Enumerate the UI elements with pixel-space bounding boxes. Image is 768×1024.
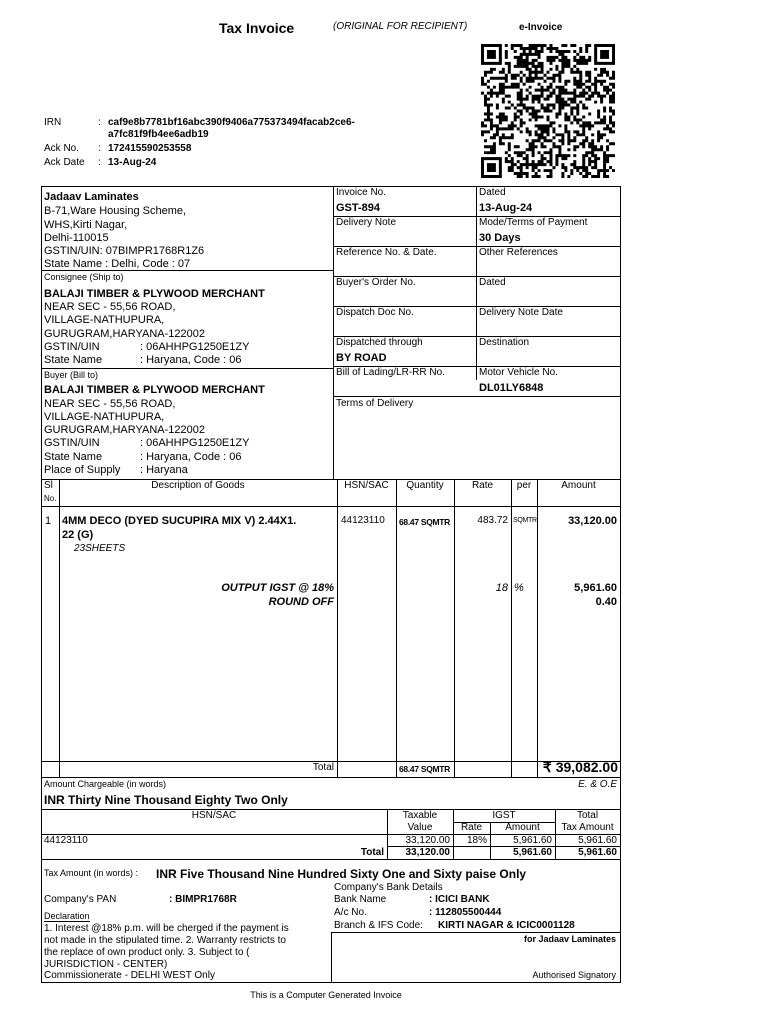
tax-words-label: Tax Amount (in words) : [44, 868, 139, 878]
item-rate: 483.72 [477, 515, 508, 526]
declaration-line5: Commissionerate - DELHI WEST Only [44, 970, 215, 981]
total-tax-header-line1: Total [576, 810, 599, 821]
eoe-label: E. & O.E [578, 779, 617, 790]
buyer-gstin: : 06AHHPG1250E1ZY [140, 437, 250, 449]
col-no-header: No. [44, 494, 57, 503]
authorised-signatory: Authorised Signatory [532, 970, 616, 980]
col-description-header: Description of Goods [151, 480, 245, 491]
invoice-subtitle: (ORIGINAL FOR RECIPIENT) [333, 21, 468, 32]
igst-amount: 5,961.60 [574, 582, 617, 594]
invoice-date: 13-Aug-24 [479, 202, 533, 214]
ack-no-value: 172415590253558 [108, 143, 192, 154]
seller-address-line3: Delhi-110015 [44, 232, 109, 244]
delivery-note-date-label: Delivery Note Date [479, 307, 563, 318]
items-total-amount: ₹ 39,082.00 [542, 759, 618, 775]
item-sub-description: 23SHEETS [74, 543, 126, 554]
items-total-quantity: 68.47 SQMTR [399, 764, 451, 774]
ack-no-colon: : [98, 143, 101, 154]
igst-header: IGST [492, 810, 516, 821]
dated-label: Dated [479, 187, 506, 198]
tax-hsn-header: HSN/SAC [191, 810, 237, 821]
tax-total-amount: 5,961.60 [513, 847, 552, 858]
terms-of-delivery-label: Terms of Delivery [336, 398, 414, 409]
tax-row-hsn: 44123110 [44, 835, 88, 846]
pan-value: : BIMPR1768R [169, 894, 237, 905]
place-of-supply: : Haryana [140, 464, 188, 476]
declaration-line3: the replace of own product only. 3. Subject to ( [44, 947, 250, 958]
declaration-label: Declaration [44, 911, 90, 921]
consignee-state-label: State Name [44, 354, 103, 366]
for-company: for Jadaav Laminates [523, 934, 616, 944]
ifs-value: KIRTI NAGAR & ICIC0001128 [438, 920, 575, 931]
item-sl: 1 [45, 515, 52, 527]
dispatch-doc-label: Dispatch Doc No. [336, 307, 414, 318]
seller-state: State Name : Delhi, Code : 07 [44, 258, 191, 270]
reference-label: Reference No. & Date. [336, 247, 437, 258]
buyer-label: Buyer (Bill to) [44, 370, 99, 380]
consignee-gstin: : 06AHHPG1250E1ZY [140, 341, 250, 353]
buyer-address-line1: NEAR SEC - 55,56 ROAD, [44, 398, 176, 410]
declaration-line1: 1. Interest @18% p.m. will be cherged if the payment is [44, 923, 289, 934]
item-description-line1: 4MM DECO (DYED SUCUPIRA MIX V) 2.44X1. [62, 515, 297, 527]
bill-of-lading-label: Bill of Lading/LR-RR No. [336, 367, 445, 378]
tax-row-amount: 5,961.60 [513, 835, 552, 846]
round-off-label: ROUND OFF [268, 596, 334, 608]
dispatched-through-label: Dispatched through [336, 337, 423, 348]
item-description-line2: 22 (G) [62, 529, 94, 541]
ack-no-label: Ack No. [44, 143, 80, 154]
invoice-no: GST-894 [336, 202, 381, 214]
buyer-address-line2: VILLAGE-NATHUPURA, [44, 411, 165, 423]
seller-gstin: GSTIN/UIN: 07BIMPR1768R1Z6 [44, 245, 205, 257]
tax-row-rate: 18% [466, 835, 487, 846]
round-off-amount: 0.40 [595, 596, 617, 608]
taxable-value-header-line1: Taxable [402, 810, 438, 821]
col-hsn-header: HSN/SAC [344, 480, 389, 491]
einvoice-label: e-Invoice [519, 22, 563, 33]
consignee-address-line1: NEAR SEC - 55,56 ROAD, [44, 301, 176, 313]
amount-in-words: INR Thirty Nine Thousand Eighty Two Only [44, 793, 288, 807]
destination-label: Destination [479, 337, 530, 348]
bank-name: : ICICI BANK [429, 894, 490, 905]
amount-words-label: Amount Chargeable (in words) [44, 779, 167, 789]
irn-colon: : [98, 117, 101, 128]
bank-details-title: Company's Bank Details [334, 882, 443, 893]
igst-label: OUTPUT IGST @ 18% [221, 582, 334, 594]
item-hsn: 44123110 [341, 515, 385, 526]
consignee-address-line2: VILLAGE-NATHUPURA, [44, 314, 165, 326]
declaration-line4: JURISDICTION - CENTER) [44, 959, 168, 970]
col-amount-header: Amount [561, 480, 596, 491]
buyer-name: BALAJI TIMBER & PLYWOOD MERCHANT [44, 384, 265, 396]
buyer-state: : Haryana, Code : 06 [140, 451, 242, 463]
igst-rate-header: Rate [460, 822, 483, 833]
col-sl-header: Sl [44, 480, 53, 491]
irn-value-line1: caf9e8b7781bf16abc390f9406a775373494facab2ce6- [108, 117, 355, 128]
buyer-gstin-label: GSTIN/UIN [44, 437, 100, 449]
total-tax-header-line2: Tax Amount [561, 822, 614, 833]
ack-date-colon: : [98, 157, 101, 168]
other-references-label: Other References [479, 247, 558, 258]
col-per-header: per [516, 480, 532, 491]
tax-row-total: 5,961.60 [578, 835, 617, 846]
taxable-value-header-line2: Value [407, 822, 433, 833]
item-quantity: 68.47 SQMTR [399, 517, 451, 527]
payment-mode-label: Mode/Terms of Payment [479, 217, 588, 228]
irn-label: IRN [44, 117, 62, 128]
buyer-address-line3: GURUGRAM,HARYANA-122002 [44, 424, 205, 436]
tax-row-taxable: 33,120.00 [405, 835, 450, 846]
pan-label: Company's PAN [44, 894, 117, 905]
col-quantity-header: Quantity [406, 480, 444, 491]
item-per: SQMTR [513, 517, 537, 524]
ifs-label: Branch & IFS Code: [334, 920, 423, 931]
consignee-address-line3: GURUGRAM,HARYANA-122002 [44, 328, 205, 340]
tax-total-label: Total [360, 847, 384, 858]
motor-vehicle-no: DL01LY6848 [479, 382, 544, 394]
payment-mode: 30 Days [479, 232, 521, 244]
account-no-label: A/c No. [334, 907, 367, 918]
ack-date-value: 13-Aug-24 [108, 157, 157, 168]
consignee-state: : Haryana, Code : 06 [140, 354, 242, 366]
consignee-name: BALAJI TIMBER & PLYWOOD MERCHANT [44, 288, 265, 300]
buyer-state-label: State Name [44, 451, 103, 463]
item-amount: 33,120.00 [568, 515, 617, 527]
buyer-order-label: Buyer's Order No. [336, 277, 416, 288]
ack-date-label: Ack Date [44, 157, 85, 168]
consignee-label: Consignee (Ship to) [44, 272, 124, 282]
items-total-label: Total [312, 762, 334, 773]
tax-amount-in-words: INR Five Thousand Nine Hundred Sixty One and Sixty paise Only [156, 867, 527, 881]
invoice-title: Tax Invoice [219, 20, 295, 36]
invoice-no-label: Invoice No. [336, 187, 387, 198]
seller-name: Jadaav Laminates [44, 191, 139, 203]
igst-amount-header: Amount [505, 822, 540, 833]
motor-vehicle-label: Motor Vehicle No. [479, 367, 558, 378]
tax-total-total: 5,961.60 [578, 847, 617, 858]
declaration-line2: not made in the stipulated time. 2. Warranty restricts to [44, 935, 286, 946]
account-no: : 112805500444 [429, 907, 502, 918]
irn-value-line2: a7fc81f9fb4ee6adb19 [108, 129, 209, 140]
seller-address-line1: B-71,Ware Housing Scheme, [44, 205, 187, 217]
seller-address-line2: WHS,Kirti Nagar, [44, 219, 128, 231]
tax-total-taxable: 33,120.00 [405, 847, 450, 858]
bank-name-label: Bank Name [334, 894, 387, 905]
computer-generated-note: This is a Computer Generated Invoice [250, 990, 402, 1000]
dispatched-through: BY ROAD [336, 352, 387, 364]
delivery-note-label: Delivery Note [336, 217, 397, 228]
qr-code-icon [481, 44, 615, 178]
place-of-supply-label: Place of Supply [44, 464, 121, 476]
igst-percent: % [514, 582, 524, 594]
consignee-gstin-label: GSTIN/UIN [44, 341, 100, 353]
col-rate-header: Rate [471, 480, 494, 491]
order-dated-label: Dated [479, 277, 506, 288]
igst-rate: 18 [495, 582, 508, 594]
